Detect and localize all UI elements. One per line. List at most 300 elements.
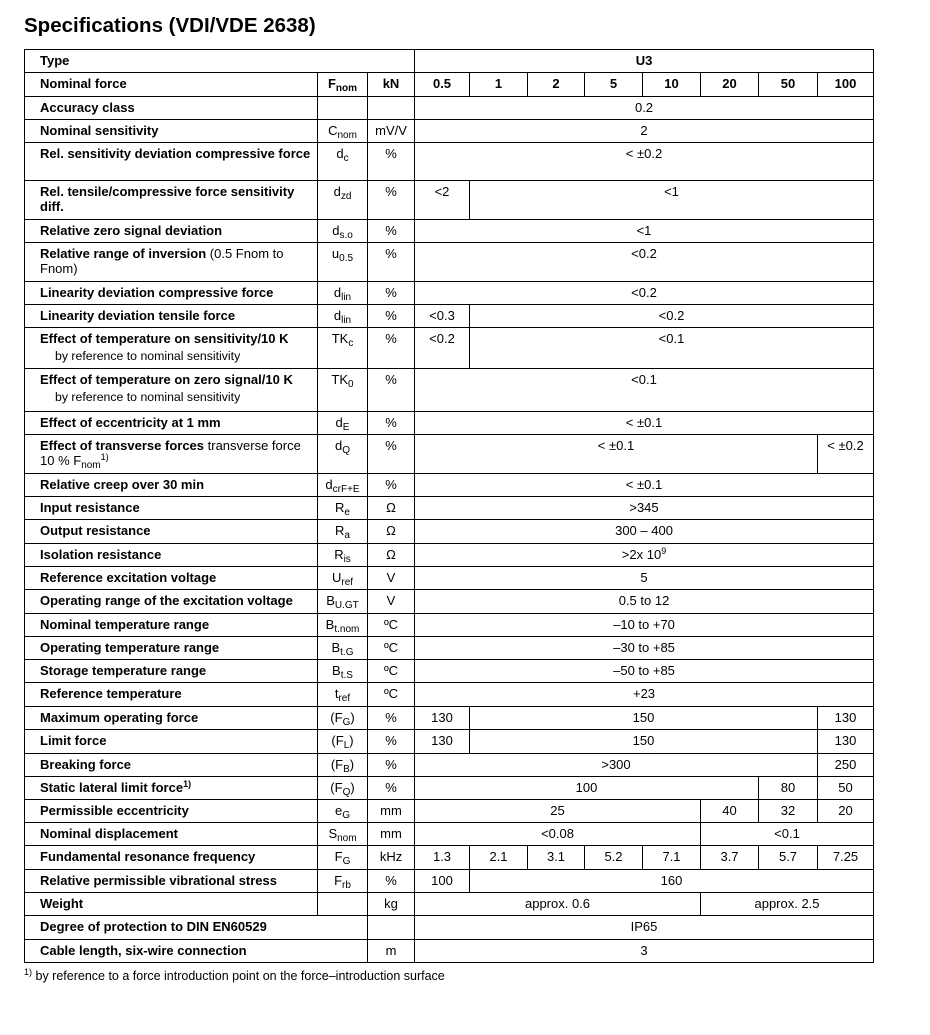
spec-unit bbox=[368, 870, 415, 893]
value-text: –10 to +70 bbox=[613, 617, 675, 632]
spec-name-detail: transverse force 10 % F bbox=[40, 438, 301, 468]
symbol-base: d bbox=[333, 285, 342, 300]
spec-value bbox=[470, 328, 874, 369]
spec-row bbox=[25, 181, 874, 220]
spec-unit bbox=[368, 412, 415, 435]
value-text: <0.1 bbox=[774, 826, 800, 841]
spec-name-label: Nominal sensitivity bbox=[40, 123, 159, 138]
symbol-index: U.GT bbox=[334, 600, 359, 611]
value-text: <0.2 bbox=[429, 331, 455, 346]
spec-value bbox=[415, 707, 470, 730]
spec-unit bbox=[368, 520, 415, 544]
spec-name-label: Nominal force bbox=[40, 76, 127, 91]
spec-name bbox=[25, 754, 318, 777]
spec-unit bbox=[368, 590, 415, 614]
symbol-base: u bbox=[331, 246, 340, 261]
spec-row bbox=[25, 916, 874, 940]
spec-name bbox=[25, 97, 318, 120]
spec-value bbox=[415, 660, 874, 683]
spec-row bbox=[25, 73, 874, 97]
spec-unit bbox=[368, 683, 415, 707]
unit-label: Ω bbox=[386, 500, 396, 515]
spec-unit bbox=[368, 369, 415, 412]
spec-symbol bbox=[318, 243, 368, 282]
symbol-base: TK bbox=[331, 372, 349, 387]
spec-name-label: Effect of temperature on zero signal/10 K bbox=[40, 372, 293, 387]
value-text: 0.5 bbox=[432, 76, 452, 91]
symbol-index: ref bbox=[341, 577, 354, 588]
spec-value bbox=[818, 435, 874, 474]
value-text: <0.1 bbox=[658, 331, 685, 346]
spec-row bbox=[25, 637, 874, 660]
value-text: 10 bbox=[664, 76, 679, 91]
spec-value bbox=[818, 707, 874, 730]
spec-name-label: Effect of temperature on sensitivity/10 K bbox=[40, 331, 289, 346]
value-text: 130 bbox=[431, 710, 453, 725]
symbol-close: ) bbox=[350, 710, 355, 725]
spec-value bbox=[415, 282, 874, 305]
value-text: 160 bbox=[660, 873, 683, 888]
spec-value bbox=[415, 243, 874, 282]
symbol-base: d bbox=[334, 438, 343, 453]
spec-name-label: Breaking force bbox=[40, 757, 132, 772]
spec-row bbox=[25, 305, 874, 328]
spec-unit bbox=[368, 823, 415, 846]
spec-unit bbox=[368, 940, 415, 963]
spec-name-label: Relative zero signal deviation bbox=[40, 223, 223, 238]
spec-value bbox=[415, 497, 874, 520]
value-text: 25 bbox=[550, 803, 565, 818]
spec-row bbox=[25, 870, 874, 893]
spec-unit bbox=[368, 544, 415, 567]
spec-row bbox=[25, 120, 874, 143]
spec-value bbox=[470, 846, 528, 870]
spec-symbol bbox=[318, 497, 368, 520]
spec-value bbox=[415, 181, 470, 220]
spec-symbol bbox=[318, 637, 368, 660]
spec-value bbox=[759, 846, 818, 870]
spec-value bbox=[759, 800, 818, 823]
spec-name-label: Linearity deviation compressive force bbox=[40, 285, 274, 300]
specifications-body bbox=[25, 50, 874, 963]
spec-row bbox=[25, 590, 874, 614]
value-text: 50 bbox=[838, 780, 853, 795]
spec-unit bbox=[368, 800, 415, 823]
value-text: –50 to +85 bbox=[613, 663, 675, 678]
spec-unit bbox=[368, 474, 415, 497]
spec-row bbox=[25, 660, 874, 683]
spec-name bbox=[25, 181, 318, 220]
spec-value bbox=[701, 893, 874, 916]
symbol-base: C bbox=[328, 123, 338, 138]
spec-value bbox=[415, 220, 874, 243]
symbol-index: Q bbox=[342, 787, 351, 798]
spec-name-label: Reference temperature bbox=[40, 686, 182, 701]
spec-unit bbox=[368, 497, 415, 520]
spec-name bbox=[25, 590, 318, 614]
footnote-ref: 1) bbox=[100, 452, 109, 462]
spec-value bbox=[470, 870, 874, 893]
spec-unit bbox=[368, 893, 415, 916]
unit-label: % bbox=[385, 331, 397, 346]
spec-symbol bbox=[318, 220, 368, 243]
unit-label: % bbox=[385, 223, 397, 238]
spec-value bbox=[415, 305, 470, 328]
symbol-base: S bbox=[328, 826, 338, 841]
spec-symbol bbox=[318, 97, 368, 120]
spec-symbol bbox=[318, 707, 368, 730]
spec-row bbox=[25, 846, 874, 870]
spec-value bbox=[818, 730, 874, 754]
unit-label: ºC bbox=[383, 686, 399, 701]
spec-name bbox=[25, 660, 318, 683]
spec-name-label: Fundamental resonance frequency bbox=[40, 849, 256, 864]
spec-symbol bbox=[318, 328, 368, 369]
spec-value bbox=[470, 305, 874, 328]
unit-label: Ω bbox=[386, 523, 396, 538]
unit-label: V bbox=[386, 593, 396, 608]
spec-name bbox=[25, 143, 318, 181]
value-text: <0.08 bbox=[541, 826, 574, 841]
spec-name-label: Maximum operating force bbox=[40, 710, 199, 725]
spec-name bbox=[25, 520, 318, 544]
value-text: +23 bbox=[632, 686, 656, 701]
spec-symbol bbox=[318, 823, 368, 846]
spec-value bbox=[415, 474, 874, 497]
unit-label: % bbox=[385, 710, 397, 725]
spec-value bbox=[415, 754, 818, 777]
spec-value bbox=[818, 800, 874, 823]
spec-unit bbox=[368, 754, 415, 777]
spec-name bbox=[25, 870, 318, 893]
value-text: –30 to +85 bbox=[613, 640, 675, 655]
spec-name bbox=[25, 800, 318, 823]
spec-unit bbox=[368, 660, 415, 683]
symbol-index: 0 bbox=[348, 379, 354, 390]
value-text: >345 bbox=[629, 500, 659, 515]
spec-symbol bbox=[318, 544, 368, 567]
specifications-table bbox=[24, 49, 874, 963]
spec-value bbox=[415, 800, 701, 823]
symbol-index: lin bbox=[341, 292, 352, 303]
spec-unit bbox=[368, 730, 415, 754]
symbol-base: U bbox=[331, 570, 342, 585]
value-text: 20 bbox=[838, 803, 853, 818]
symbol-base: F bbox=[327, 76, 336, 91]
symbol-base: B bbox=[331, 640, 341, 655]
spec-value bbox=[701, 73, 759, 97]
spec-value bbox=[415, 120, 874, 143]
spec-value bbox=[415, 777, 759, 800]
spec-symbol bbox=[318, 893, 368, 916]
spec-name bbox=[25, 567, 318, 590]
spec-value bbox=[415, 73, 470, 97]
spec-symbol bbox=[318, 800, 368, 823]
spec-row bbox=[25, 544, 874, 567]
spec-unit bbox=[368, 916, 415, 940]
spec-symbol bbox=[318, 870, 368, 893]
spec-name-detail-sub: nom bbox=[81, 460, 101, 471]
spec-value bbox=[701, 823, 874, 846]
symbol-index: G bbox=[342, 717, 351, 728]
spec-row bbox=[25, 50, 874, 73]
value-text: 50 bbox=[780, 76, 796, 91]
spec-symbol bbox=[318, 846, 368, 870]
value-text: 40 bbox=[722, 803, 737, 818]
value-exponent: 9 bbox=[661, 546, 667, 556]
spec-name-label: Effect of transverse forces bbox=[40, 438, 205, 453]
spec-value bbox=[818, 754, 874, 777]
spec-symbol bbox=[318, 754, 368, 777]
symbol-index: t.G bbox=[340, 647, 354, 658]
spec-unit bbox=[368, 282, 415, 305]
spec-unit bbox=[368, 435, 415, 474]
spec-value bbox=[415, 823, 701, 846]
spec-name bbox=[25, 369, 318, 412]
spec-row bbox=[25, 567, 874, 590]
symbol-close: ) bbox=[349, 733, 354, 748]
spec-value bbox=[470, 181, 874, 220]
spec-name-label: Effect of eccentricity at 1 mm bbox=[40, 415, 221, 430]
symbol-base: d bbox=[336, 146, 344, 161]
value-text: 7.1 bbox=[662, 849, 681, 864]
spec-name-note: by reference to nominal sensitivity bbox=[55, 349, 241, 363]
spec-value bbox=[415, 940, 874, 963]
spec-unit bbox=[368, 220, 415, 243]
spec-name bbox=[25, 614, 318, 637]
spec-symbol bbox=[318, 143, 368, 181]
value-text: 150 bbox=[632, 710, 655, 725]
spec-name-label: Cable length, six-wire connection bbox=[40, 943, 247, 958]
spec-name bbox=[25, 707, 318, 730]
footnote-mark: 1) bbox=[24, 967, 33, 977]
value-text: U3 bbox=[635, 53, 653, 68]
spec-value bbox=[701, 846, 759, 870]
value-text: 130 bbox=[834, 710, 857, 725]
spec-name-label: Degree of protection to DIN EN60529 bbox=[40, 919, 267, 934]
value-text: 100 bbox=[575, 780, 598, 795]
spec-unit bbox=[368, 73, 415, 97]
spec-name bbox=[25, 220, 318, 243]
spec-row bbox=[25, 614, 874, 637]
unit-label: % bbox=[385, 246, 397, 261]
spec-unit bbox=[368, 181, 415, 220]
symbol-index: zd bbox=[340, 191, 352, 202]
unit-label: mm bbox=[380, 803, 402, 818]
value-text: 1 bbox=[494, 76, 503, 91]
spec-symbol bbox=[318, 474, 368, 497]
value-text: 3 bbox=[640, 943, 648, 958]
spec-name bbox=[25, 497, 318, 520]
spec-row bbox=[25, 730, 874, 754]
spec-symbol bbox=[318, 305, 368, 328]
spec-value bbox=[585, 846, 643, 870]
spec-name-label: Nominal displacement bbox=[40, 826, 178, 841]
spec-name bbox=[25, 435, 318, 474]
unit-label: % bbox=[385, 438, 397, 453]
spec-symbol bbox=[318, 181, 368, 220]
symbol-index: Q bbox=[342, 445, 350, 456]
spec-symbol bbox=[318, 120, 368, 143]
spec-name bbox=[25, 893, 318, 916]
value-text: 0.2 bbox=[634, 100, 654, 115]
spec-name bbox=[25, 328, 318, 369]
spec-value bbox=[415, 637, 874, 660]
spec-row bbox=[25, 823, 874, 846]
unit-label: % bbox=[385, 308, 397, 323]
value-text: 300 – 400 bbox=[615, 523, 673, 538]
value-text: 5 bbox=[609, 76, 618, 91]
spec-name bbox=[25, 544, 318, 567]
unit-label: m bbox=[385, 943, 397, 958]
value-text: < ±0.1 bbox=[597, 438, 635, 453]
spec-row bbox=[25, 754, 874, 777]
symbol-index: e bbox=[344, 507, 350, 518]
unit-label: % bbox=[385, 285, 397, 300]
spec-value bbox=[415, 567, 874, 590]
symbol-base: B bbox=[326, 593, 335, 608]
spec-row bbox=[25, 800, 874, 823]
symbol-index: a bbox=[344, 530, 350, 541]
spec-value bbox=[415, 97, 874, 120]
spec-symbol bbox=[318, 435, 368, 474]
symbol-index: lin bbox=[341, 315, 352, 326]
unit-label: % bbox=[385, 415, 397, 430]
value-text: 2 bbox=[640, 123, 648, 138]
spec-row bbox=[25, 497, 874, 520]
spec-name bbox=[25, 916, 368, 940]
value-text: <1 bbox=[664, 184, 679, 199]
value-text: 0.5 to 12 bbox=[618, 593, 670, 608]
value-text: 5.7 bbox=[778, 849, 798, 864]
spec-value bbox=[470, 730, 818, 754]
value-text: 100 bbox=[834, 76, 857, 91]
symbol-index: nom bbox=[335, 83, 358, 94]
unit-label: ºC bbox=[383, 617, 399, 632]
symbol-index: rb bbox=[342, 880, 351, 891]
spec-symbol bbox=[318, 369, 368, 412]
spec-row bbox=[25, 143, 874, 181]
spec-value bbox=[818, 73, 874, 97]
spec-value bbox=[415, 369, 874, 412]
spec-value bbox=[585, 73, 643, 97]
value-text: 100 bbox=[431, 873, 453, 888]
symbol-index: L bbox=[343, 740, 350, 751]
symbol-base: (F bbox=[330, 710, 343, 725]
spec-value bbox=[415, 893, 701, 916]
value-text: <0.2 bbox=[631, 246, 657, 261]
spec-name-note: by reference to nominal sensitivity bbox=[55, 390, 241, 404]
spec-row bbox=[25, 893, 874, 916]
spec-unit bbox=[368, 614, 415, 637]
value-text: >300 bbox=[601, 757, 631, 772]
symbol-base: B bbox=[325, 617, 335, 632]
symbol-index: G bbox=[342, 856, 351, 867]
spec-symbol bbox=[318, 520, 368, 544]
spec-row bbox=[25, 412, 874, 435]
spec-row bbox=[25, 940, 874, 963]
value-text: 7.25 bbox=[832, 849, 859, 864]
spec-name-label: Operating temperature range bbox=[40, 640, 220, 655]
unit-label: kN bbox=[382, 76, 400, 91]
unit-label: mm bbox=[380, 826, 402, 841]
symbol-index: 0.5 bbox=[339, 253, 354, 264]
value-text: <0.1 bbox=[631, 372, 657, 387]
value-text: <2 bbox=[434, 184, 450, 199]
spec-unit bbox=[368, 777, 415, 800]
symbol-index: c bbox=[343, 153, 349, 164]
value-text: 3.7 bbox=[720, 849, 739, 864]
spec-name-label: Limit force bbox=[40, 733, 107, 748]
spec-name bbox=[25, 730, 318, 754]
spec-symbol bbox=[318, 683, 368, 707]
spec-value bbox=[818, 846, 874, 870]
spec-row bbox=[25, 474, 874, 497]
value-text: <0.2 bbox=[631, 285, 657, 300]
symbol-index: ref bbox=[338, 693, 351, 704]
spec-name-label: Input resistance bbox=[40, 500, 140, 515]
spec-value bbox=[415, 143, 874, 181]
symbol-base: d bbox=[333, 308, 342, 323]
symbol-index: is bbox=[343, 554, 351, 565]
symbol-base: d bbox=[325, 477, 333, 492]
footnote-text: by reference to a force introduction point on the force–introduction surface bbox=[32, 969, 445, 983]
spec-name bbox=[25, 50, 415, 73]
symbol-base: TK bbox=[331, 331, 349, 346]
unit-label: % bbox=[385, 733, 397, 748]
spec-value bbox=[415, 50, 874, 73]
footnote-ref: 1) bbox=[183, 779, 192, 789]
spec-row bbox=[25, 777, 874, 800]
symbol-base: d bbox=[333, 184, 341, 199]
value-text: 1.3 bbox=[432, 849, 452, 864]
symbol-base: (F bbox=[330, 757, 344, 772]
spec-row bbox=[25, 683, 874, 707]
spec-symbol bbox=[318, 730, 368, 754]
spec-name bbox=[25, 412, 318, 435]
spec-symbol bbox=[318, 412, 368, 435]
unit-label: V bbox=[386, 570, 396, 585]
unit-label: % bbox=[385, 146, 397, 161]
value-text: 150 bbox=[632, 733, 655, 748]
spec-value bbox=[701, 800, 759, 823]
symbol-index: nom bbox=[337, 833, 357, 844]
spec-value bbox=[415, 916, 874, 940]
spec-row bbox=[25, 243, 874, 282]
spec-value bbox=[643, 73, 701, 97]
spec-value bbox=[470, 73, 528, 97]
spec-value bbox=[415, 846, 470, 870]
symbol-base: R bbox=[335, 500, 345, 515]
spec-row bbox=[25, 520, 874, 544]
value-text: 5 bbox=[640, 570, 648, 585]
spec-value bbox=[415, 730, 470, 754]
spec-row bbox=[25, 282, 874, 305]
spec-name bbox=[25, 846, 318, 870]
spec-row bbox=[25, 97, 874, 120]
value-text: 130 bbox=[834, 733, 857, 748]
spec-row bbox=[25, 435, 874, 474]
value-text: < ±0.1 bbox=[625, 477, 663, 492]
spec-name bbox=[25, 120, 318, 143]
spec-name-label: Rel. sensitivity deviation compressive force bbox=[40, 146, 311, 161]
spec-name bbox=[25, 940, 368, 963]
symbol-base: B bbox=[332, 663, 341, 678]
symbol-index: t.S bbox=[340, 670, 353, 681]
footnote bbox=[24, 969, 445, 983]
spec-symbol bbox=[318, 660, 368, 683]
spec-value bbox=[415, 683, 874, 707]
